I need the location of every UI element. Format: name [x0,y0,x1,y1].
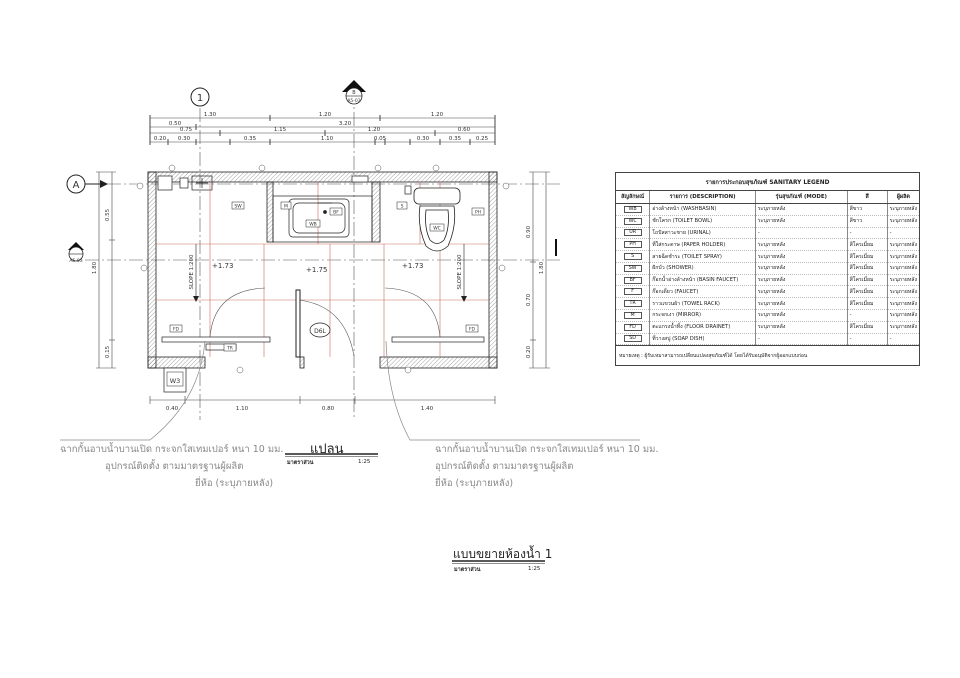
legend-cell: สีโครเมี่ยม [847,239,887,251]
dim-label: 0.60 [457,127,471,133]
legend-cell: ระบุภายหลัง [755,310,847,322]
dim-label: 1.15 [273,127,287,133]
legend-row [616,215,919,227]
legend-header: รุ่นสุขภัณฑ์ (MODE) [755,191,847,204]
legend-table [616,191,919,345]
legend-symbol-cell [616,239,650,251]
tag-ph: PH [474,210,482,216]
legend-cell: ระบุภายหลัง [755,262,847,274]
note-left [60,441,283,492]
tag-sw: SW [234,204,242,210]
legend-symbol: WB [624,206,642,213]
right-dimension-labels [526,225,545,358]
legend-cell: ระบุภายหลัง [755,321,847,333]
sanitary-legend [615,172,920,366]
slope-label: SLOPE 1:200 [189,254,195,290]
legend-symbol-cell [616,227,650,239]
main-door [296,290,300,357]
legend-title: รายการประกอบสุขภัณฑ์ SANITARY LEGEND [616,173,919,191]
tag-m: M [284,204,288,210]
legend-cell: ระบุภายหลัง [755,274,847,286]
section-marker-left [68,242,84,264]
dim-label: 1.80 [92,261,98,275]
legend-header: สี [847,191,887,204]
legend-row [616,227,919,239]
note-right-line: ฉากกั้นอาบน้ำบานเปิด กระจกใสเทมเปอร์ หนา 10 มม. [435,444,659,455]
grid-col-label: 1 [196,93,204,104]
dim-label: 3.20 [338,121,352,127]
level-left: +1.73 [212,262,234,270]
legend-cell: สีโครเมี่ยม [847,298,887,310]
legend-symbol: SW [624,265,642,272]
legend-cell: - [887,227,919,239]
legend-symbol-cell [616,298,650,310]
legend-cell: ระบุภายหลัง [887,262,919,274]
legend-row [616,321,919,333]
plan-scale-label: มาตราส่วน [287,460,314,466]
note-right [435,441,658,492]
slope-right [457,244,467,302]
legend-row [616,251,919,263]
legend-cell: ฝักบัว (SHOWER) [650,262,756,274]
legend-cell: ระบุภายหลัง [887,204,919,216]
legend-symbol: FD [624,324,642,331]
legend-cell: - [847,310,887,322]
legend-header: รายการ (DESCRIPTION) [650,191,756,204]
legend-symbol: WC [624,218,642,225]
dim-label: 0.35 [448,136,462,142]
grid-bubble-row [67,175,108,193]
legend-cell: ระบุภายหลัง [755,298,847,310]
left-dimension-labels [92,208,111,358]
legend-symbol: F [624,288,642,295]
slope-label: SLOPE 1:200 [457,254,463,290]
dim-label: 0.30 [177,136,191,142]
bench-right [392,337,484,342]
grid-bubble-col [191,88,209,106]
legend-cell: - [755,333,847,345]
legend-cell: สายฉีดชำระ (TOILET SPRAY) [650,251,756,263]
legend-cell: ระบุภายหลัง [887,239,919,251]
section-sheet: A5-03 [347,99,361,104]
legend-cell: ระบุภายหลัง [887,251,919,263]
legend-cell: สีโครเมี่ยม [847,251,887,263]
window [164,368,186,392]
legend-symbol-cell [616,215,650,227]
dim-label: 1.80 [539,261,545,275]
legend-cell: สีขาว [847,215,887,227]
plan-scale: 1:25 [358,459,371,465]
level-right: +1.73 [402,262,424,270]
legend-symbol-cell [616,321,650,333]
legend-symbol: TR [624,300,642,307]
legend-cell: ที่วางสบู่ (SOAP DISH) [650,333,756,345]
legend-symbol-cell [616,286,650,298]
dim-label: 1.10 [235,406,249,412]
dim-label: 0.40 [165,406,179,412]
legend-cell: กระจกเงา (MIRROR) [650,310,756,322]
legend-cell: ระบุภายหลัง [887,215,919,227]
dim-label: 0.70 [526,293,532,307]
dim-label: 0.80 [321,406,335,412]
dim-label: 1.30 [203,112,217,118]
dim-label: 0.20 [153,136,167,142]
legend-cell: ระบุภายหลัง [887,298,919,310]
tag-fd: FD [172,327,180,333]
left-dimensions [96,172,116,368]
slope-left [189,244,199,302]
legend-row [616,274,919,286]
legend-row [616,204,919,216]
sheet-title: แบบขยายห้องน้ำ 1 [453,547,553,561]
section-id: B [352,90,356,96]
legend-cell: ระบุภายหลัง [887,286,919,298]
note-left-line: ฉากกั้นอาบน้ำบานเปิด กระจกใสเทมเปอร์ หนา 10 มม. [60,444,284,455]
dim-label: 1.40 [420,406,434,412]
tag-s: S [400,204,404,210]
floor-levels [212,262,423,274]
note-left-line: ยี่ห้อ (ระบุภายหลัง) [195,478,274,489]
legend-symbol-cell [616,204,650,216]
legend-cell: โถปัสสาวะชาย (URINAL) [650,227,756,239]
legend-cell: ที่ใส่กระดาษ (PAPER HOLDER) [650,239,756,251]
note-right-line: ยี่ห้อ (ระบุภายหลัง) [435,478,514,489]
legend-row [616,286,919,298]
side-sheet: A5-03 [69,259,83,264]
bottom-dimensions [150,396,495,404]
legend-cell: - [887,333,919,345]
legend-cell: ระบุภายหลัง [887,321,919,333]
legend-symbol: PH [624,241,642,248]
dim-label: 0.25 [475,136,489,142]
legend-row [616,262,919,274]
legend-cell: ระบุภายหลัง [755,251,847,263]
sheet-scale: 1:25 [528,566,541,572]
grid-row-label: A [72,180,80,191]
legend-cell: ก๊อกเดี่ยว (FAUCET) [650,286,756,298]
legend-cell: ระบุภายหลัง [755,204,847,216]
dim-label: 0.75 [179,127,193,133]
dim-label: 0.55 [105,208,111,222]
legend-symbol: S [624,253,642,260]
legend-cell: - [847,333,887,345]
legend-header: ผู้ผลิต [887,191,919,204]
legend-cell: สีโครเมี่ยม [847,274,887,286]
legend-cell: ระบุภายหลัง [755,239,847,251]
legend-header-row [616,191,919,204]
tag-wc: WC [433,226,441,232]
legend-cell: ก๊อกน้ำอ่างล้างหน้า (BASIN FAUCET) [650,274,756,286]
dim-label: 1.20 [367,127,381,133]
door-swings [210,288,440,356]
door-tag [310,323,330,337]
legend-cell: - [755,227,847,239]
section-marker-top [342,80,366,104]
legend-note: หมายเหตุ : ผู้รับเหมาสามารถเปลี่ยนแปลงสุขภัณฑ์ได้ โดยได้รับอนุมัติจากผู้ออกแบบก่อน [616,345,919,365]
tag-bf: BF [333,210,339,216]
bench-left [162,337,270,350]
sheet-scale-label: มาตราส่วน [454,567,481,573]
dim-label: 0.35 [243,136,257,142]
legend-symbol: M [624,312,642,319]
dim-label: 0.15 [105,345,111,359]
legend-cell: ราวแขวนผ้า (TOWEL RACK) [650,298,756,310]
legend-cell: ตะแกรงน้ำทิ้ง (FLOOR DRAINET) [650,321,756,333]
legend-cell: สีโครเมี่ยม [847,262,887,274]
legend-cell: - [847,227,887,239]
level-center: +1.75 [306,266,328,274]
dim-label: 0.50 [168,121,182,127]
legend-symbol-cell [616,310,650,322]
dim-label: 0.90 [526,225,532,239]
legend-symbol-cell [616,333,650,345]
legend-cell: ระบุภายหลัง [755,286,847,298]
plan-title: แปลน [310,442,344,457]
legend-row [616,333,919,345]
dim-label: 1.20 [430,112,444,118]
legend-cell: อ่างล้างหน้า (WASHBASIN) [650,204,756,216]
note-left-line: อุปกรณ์ติดตั้ง ตามมาตรฐานผู้ผลิต [105,461,244,472]
door-label: D6L [314,328,326,335]
dim-label: 0.30 [416,136,430,142]
legend-row [616,239,919,251]
dim-label: 0.20 [526,345,532,359]
legend-symbol: UR [624,229,642,236]
bottom-dimension-labels [166,406,434,412]
legend-cell: สีโครเมี่ยม [847,321,887,333]
window-label: W3 [169,377,181,385]
dim-label: 1.10 [320,136,334,142]
legend-row [616,298,919,310]
legend-symbol: SD [624,335,642,342]
toilet [414,188,460,251]
legend-symbol-cell [616,251,650,263]
note-right-line: อุปกรณ์ติดตั้ง ตามมาตรฐานผู้ผลิต [435,461,574,472]
legend-cell: ระบุภายหลัง [887,310,919,322]
legend-symbol: BF [624,277,642,284]
legend-cell: ระบุภายหลัง [755,215,847,227]
legend-cell: สีโครเมี่ยม [847,286,887,298]
legend-cell: ชักโครก (TOILET BOWL) [650,215,756,227]
tag-wb: WB [309,222,317,228]
legend-header: สัญลักษณ์ [616,191,650,204]
legend-row [616,310,919,322]
tag-tr: TR [227,346,233,352]
legend-cell: สีขาว [847,204,887,216]
tag-fd: FD [468,327,476,333]
legend-symbol-cell [616,274,650,286]
dim-label: 1.20 [318,112,332,118]
legend-body [616,204,919,345]
note-leaders [60,341,640,440]
legend-cell: ระบุภายหลัง [887,274,919,286]
dim-label: 0.05 [373,136,387,142]
legend-symbol-cell [616,262,650,274]
